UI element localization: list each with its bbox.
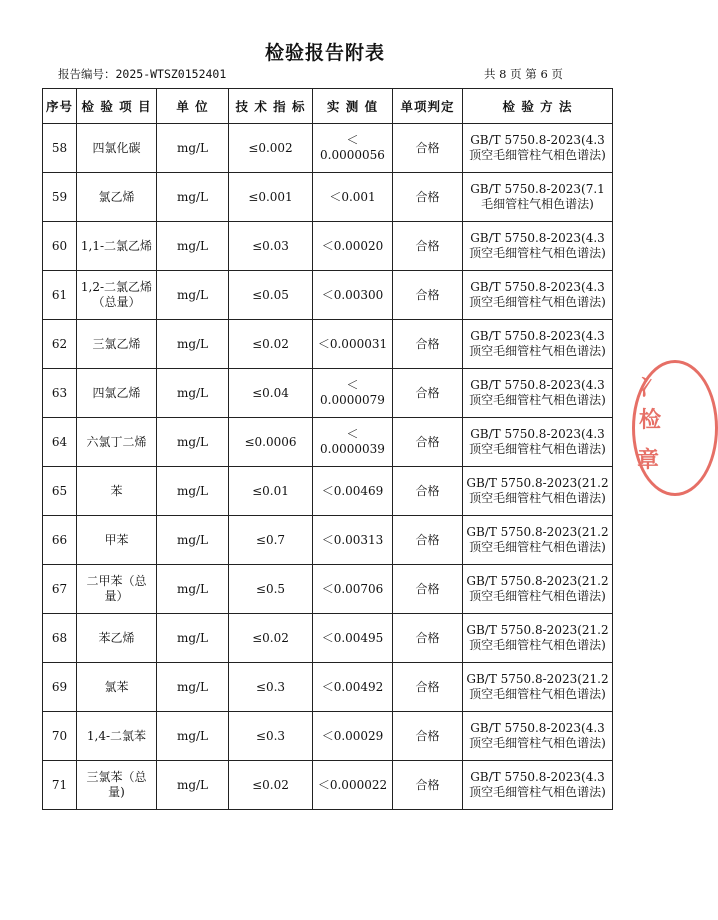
cell-unit: mg/L [157,712,229,761]
table-row [43,271,613,320]
cell-method: GB/T 5750.8-2023(4.3顶空毛细管柱气相色谱法) [463,712,613,761]
cell-unit: mg/L [157,173,229,222]
cell-value: ＜0.00492 [313,663,393,712]
cell-value: ＜0.001 [313,173,393,222]
table-row [43,712,613,761]
cell-value: ＜0.000022 [313,761,393,810]
cell-no: 67 [43,565,77,614]
cell-method: GB/T 5750.8-2023(4.3顶空毛细管柱气相色谱法) [463,222,613,271]
cell-method: GB/T 5750.8-2023(21.2顶空毛细管柱气相色谱法) [463,565,613,614]
cell-item: 1,1-二氯乙烯 [77,222,157,271]
col-header-item: 检 验 项 目 [77,89,157,124]
cell-method: GB/T 5750.8-2023(7.1毛细管柱气相色谱法) [463,173,613,222]
results-table [42,88,613,810]
cell-unit: mg/L [157,369,229,418]
cell-no: 68 [43,614,77,663]
cell-result: 合格 [393,614,463,663]
cell-limit: ≤0.7 [229,516,313,565]
cell-value: ＜0.00313 [313,516,393,565]
table-row [43,369,613,418]
cell-unit: mg/L [157,565,229,614]
cell-result: 合格 [393,761,463,810]
cell-result: 合格 [393,369,463,418]
cell-result: 合格 [393,467,463,516]
cell-no: 58 [43,124,77,173]
cell-result: 合格 [393,565,463,614]
report-title: 检验报告附表 [264,42,385,64]
cell-no: 65 [43,467,77,516]
table-row [43,663,613,712]
cell-result: 合格 [393,516,463,565]
cell-result: 合格 [393,663,463,712]
table-row [43,222,613,271]
cell-result: 合格 [393,320,463,369]
cell-unit: mg/L [157,663,229,712]
cell-value: ＜0.00029 [313,712,393,761]
table-row [43,467,613,516]
cell-unit: mg/L [157,124,229,173]
table-row [43,761,613,810]
cell-item: 1,4-二氯苯 [77,712,157,761]
cell-no: 59 [43,173,77,222]
cell-item: 三氯苯（总量) [77,761,157,810]
cell-unit: mg/L [157,222,229,271]
cell-result: 合格 [393,124,463,173]
cell-no: 64 [43,418,77,467]
cell-result: 合格 [393,271,463,320]
cell-result: 合格 [393,173,463,222]
col-header-unit: 单 位 [157,89,229,124]
cell-item: 苯 [77,467,157,516]
cell-method: GB/T 5750.8-2023(4.3顶空毛细管柱气相色谱法) [463,369,613,418]
cell-method: GB/T 5750.8-2023(4.3顶空毛细管柱气相色谱法) [463,124,613,173]
cell-value: ＜0.0000079 [313,369,393,418]
cell-unit: mg/L [157,418,229,467]
cell-unit: mg/L [157,761,229,810]
cell-limit: ≤0.001 [229,173,313,222]
stamp-glyph: 冫 [639,376,662,401]
table-row [43,418,613,467]
cell-value: ＜0.00020 [313,222,393,271]
col-header-result: 单项判定 [393,89,463,124]
cell-result: 合格 [393,712,463,761]
cell-item: 甲苯 [77,516,157,565]
report-number: 报告编号：2025-WTSZ0152401 [58,67,227,81]
stamp-glyph: 章 [637,448,660,473]
cell-method: GB/T 5750.8-2023(4.3顶空毛细管柱气相色谱法) [463,320,613,369]
col-header-method: 检 验 方 法 [463,89,613,124]
cell-no: 62 [43,320,77,369]
cell-limit: ≤0.02 [229,614,313,663]
cell-limit: ≤0.3 [229,712,313,761]
page-info: 共 8 页 第 6 页 [484,67,563,81]
cell-item: 苯乙烯 [77,614,157,663]
cell-limit: ≤0.01 [229,467,313,516]
cell-value: ＜0.0000056 [313,124,393,173]
cell-method: GB/T 5750.8-2023(4.3顶空毛细管柱气相色谱法) [463,271,613,320]
cell-no: 63 [43,369,77,418]
cell-limit: ≤0.3 [229,663,313,712]
cell-method: GB/T 5750.8-2023(21.2顶空毛细管柱气相色谱法) [463,467,613,516]
cell-value: ＜0.0000039 [313,418,393,467]
table-row [43,173,613,222]
red-seal-stamp [632,360,718,496]
cell-unit: mg/L [157,516,229,565]
table-row [43,565,613,614]
cell-method: GB/T 5750.8-2023(21.2顶空毛细管柱气相色谱法) [463,614,613,663]
cell-result: 合格 [393,418,463,467]
cell-limit: ≤0.5 [229,565,313,614]
table-row [43,614,613,663]
cell-item: 四氯乙烯 [77,369,157,418]
cell-unit: mg/L [157,614,229,663]
cell-value: ＜0.00469 [313,467,393,516]
cell-no: 70 [43,712,77,761]
cell-value: ＜0.000031 [313,320,393,369]
cell-no: 66 [43,516,77,565]
cell-item: 三氯乙烯 [77,320,157,369]
cell-no: 69 [43,663,77,712]
cell-limit: ≤0.002 [229,124,313,173]
cell-limit: ≤0.05 [229,271,313,320]
cell-limit: ≤0.03 [229,222,313,271]
cell-item: 1,2-二氯乙烯（总量） [77,271,157,320]
cell-unit: mg/L [157,467,229,516]
cell-value: ＜0.00300 [313,271,393,320]
cell-method: GB/T 5750.8-2023(4.3顶空毛细管柱气相色谱法) [463,761,613,810]
stamp-glyph: 检 [639,408,662,433]
cell-item: 六氯丁二烯 [77,418,157,467]
table-row [43,320,613,369]
cell-method: GB/T 5750.8-2023(21.2顶空毛细管柱气相色谱法) [463,663,613,712]
cell-method: GB/T 5750.8-2023(4.3顶空毛细管柱气相色谱法) [463,418,613,467]
table-header-row [43,89,613,124]
cell-no: 60 [43,222,77,271]
cell-no: 61 [43,271,77,320]
cell-unit: mg/L [157,320,229,369]
cell-item: 氯乙烯 [77,173,157,222]
table-row [43,516,613,565]
col-header-value: 实 测 值 [313,89,393,124]
cell-value: ＜0.00495 [313,614,393,663]
cell-item: 二甲苯（总量） [77,565,157,614]
cell-method: GB/T 5750.8-2023(21.2顶空毛细管柱气相色谱法) [463,516,613,565]
cell-limit: ≤0.04 [229,369,313,418]
cell-no: 71 [43,761,77,810]
cell-unit: mg/L [157,271,229,320]
cell-value: ＜0.00706 [313,565,393,614]
col-header-limit: 技 术 指 标 [229,89,313,124]
cell-result: 合格 [393,222,463,271]
table-row [43,124,613,173]
cell-limit: ≤0.02 [229,320,313,369]
cell-limit: ≤0.0006 [229,418,313,467]
cell-item: 氯苯 [77,663,157,712]
cell-item: 四氯化碳 [77,124,157,173]
col-header-no: 序号 [43,89,77,124]
cell-limit: ≤0.02 [229,761,313,810]
